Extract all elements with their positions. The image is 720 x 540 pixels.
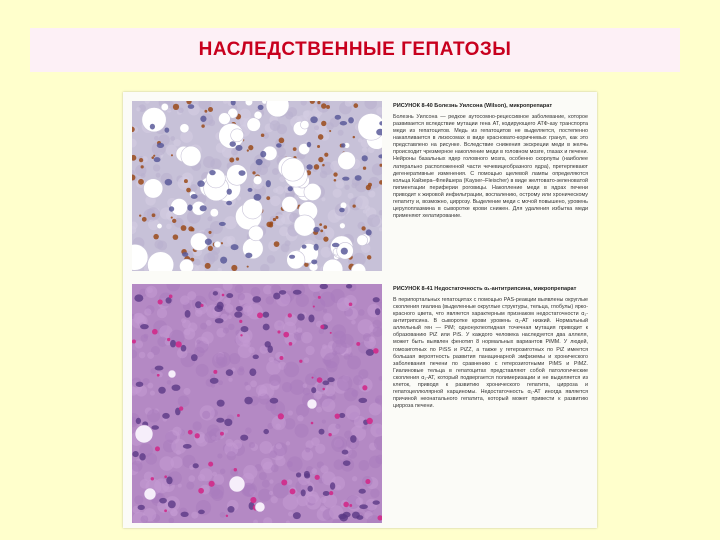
micrograph-alpha1-antitrypsin [132,284,382,523]
title-panel [30,28,680,72]
figure-title-8-40: РИСУНОК 8-40 Болезнь Уилсона (Wilson), микропрепарат [393,103,553,109]
figure-caption-8-40 [393,103,588,220]
figure-text-8-40: Болезнь Уилсона — редкое аутосомно-рецессивное заболевание, которое развивается вследствие мутации гена АТ, кодирующего АТФ-азу транспорта меди из гепатоцитов. Медь из гепатоцитов не выделяется, постепенно накапливается в лизосомах в виде красновато-коричневых гранул, как это представлено на рисунке. Вследствие снижения экскреции меди в желчь происходит чрезмерное накопление меди в головном мозге, глазах и печени. Нейроны базальных ядер головного мозга, особенно скорлупы (наиболее латерально расположенной части чечевицеобразного ядра), претерпевают дегенеративные изменения. С помощью щелевой лампы определяются кольца Кайзера–Флейшера (Kayser–Fleischer) в виде желтовато-зеленоватой пигментации периферии роговицы. Накопление меди в ядрах печени приводит к жировой инфильтрации, воспалению, острому или хроническому гепатиту и, возможно, циррозу. Выделение меди с мочой повышено, уровень церулоплазмина в сыворотке крови снижен. Для удаления избытка меди применяют хелатирование. [393,114,588,219]
micrograph-wilson-disease [132,101,382,271]
slide-title: НАСЛЕДСТВЕННЫЕ ГЕПАТОЗЫ [198,39,512,60]
figure-title-8-41: РИСУНОК 8-41 Недостаточность α₁-антитрипсина, микропрепарат [393,286,577,292]
figure-text-8-41: В перипортальных гепатоцитах с помощью PAS-реакции выявлены округлые скопления гиалина (выделенные округлые структуры, тельца, глобулы) ярко-красного цвета, что является характерным признаком недостаточности α₁-антитрипсина. В сыворотке крови уровень α₁-АТ низкий. Нормальный аллельный ген — PiM; однонуклеотидная точечная мутация приводит к образованию PiZ или PiS. У каждого человека наследуется два аллеля, может быть выявлен фенотип 8 нормальных вариантов PiMM. У людей, гомозиготных по PiSS и PiZZ, а также у гетерозиготных по PiZ имеется большая вероятность развития панацинарной эмфиземы и хронического заболевания печени по сравнению с гетерозиготными PiMS и PiMZ. Гиалиновые тельца в гепатоцитах представляют собой патологические скопления α₁-АТ, который подвергается полимеризации и не выделяется из клеток, приводя к развитию хронического гепатита, цирроза и гепатоцеллюлярной карциномы. Недостаточность α₁-АТ иногда является причиной неонатального гепатита, который может привести к развитию цирроза печени. [393,297,588,409]
figure-caption-8-41 [393,286,588,410]
